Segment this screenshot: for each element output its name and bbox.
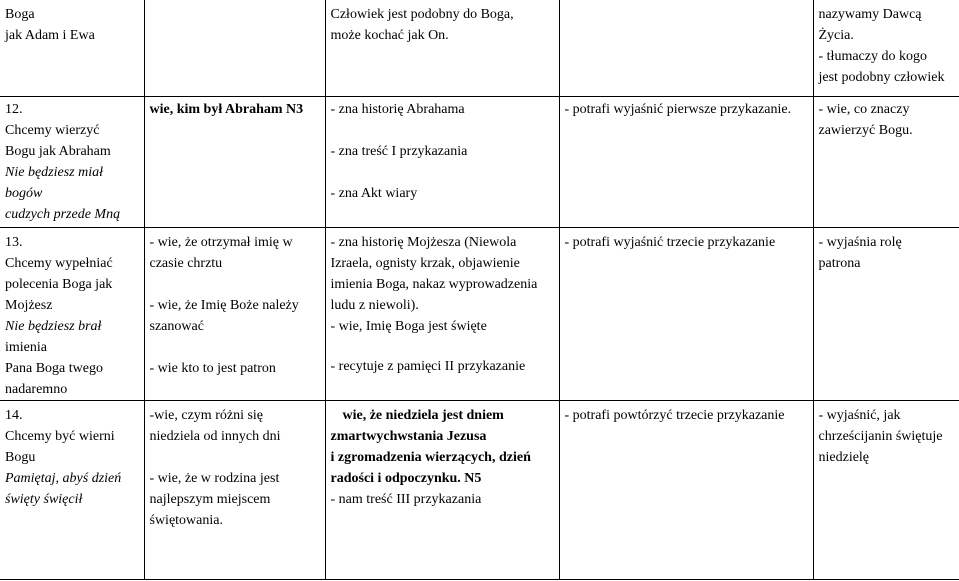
- cell-line: Boga: [5, 7, 35, 22]
- cell-line: wie, kim był Abraham N3: [149, 101, 304, 117]
- cell-line: 14.: [5, 407, 23, 423]
- cell-line: i zgromadzenia wierzących, dzień: [330, 449, 531, 465]
- cell-line: Bogu jak Abraham: [5, 143, 111, 159]
- cell-line: - wie, że w rodzina jest: [149, 470, 280, 486]
- cell-line: zmartwychwstania Jezusa: [330, 428, 487, 444]
- table-row: [0, 227, 959, 400]
- cell-line: - wyjaśnia rolę: [818, 234, 902, 250]
- cell-line: - nam treść III przykazania: [330, 491, 482, 507]
- cell-line: szanować: [149, 318, 204, 334]
- commandment-line: Nie będziesz miał: [5, 164, 103, 180]
- cell-line: - recytuje z pamięci II przykazanie: [330, 358, 526, 374]
- knowledge-cell: [144, 227, 325, 400]
- cell-line: - wie, że otrzymał imię w: [149, 234, 293, 250]
- content-cell: [325, 227, 559, 400]
- attitude-cell: [813, 400, 959, 579]
- cell-line: polecenia Boga jak: [5, 276, 113, 292]
- content-cell: [325, 400, 559, 579]
- topic-cell: [0, 400, 144, 579]
- cell-line: - zna Akt wiary: [330, 185, 418, 201]
- skills-cell: [559, 96, 813, 227]
- cell-line: - zna historię Abrahama: [330, 101, 465, 117]
- cell-line: wie, że niedziela jest dniem: [342, 407, 504, 423]
- cell-line: niedzielę: [818, 449, 870, 465]
- skills-cell: [559, 0, 813, 96]
- cell-line: 12.: [5, 101, 23, 117]
- cell-line: nazywamy Dawcą: [818, 7, 922, 22]
- cell-line: - tłumaczy do kogo: [818, 49, 927, 64]
- cell-line: Bogu: [5, 449, 36, 465]
- cell-line: - potrafi wyjaśnić trzecie przykazanie: [564, 234, 776, 250]
- cell-line: ludu z niewoli).: [330, 297, 419, 313]
- cell-line: niedziela od innych dni: [149, 428, 281, 444]
- topic-cell: [0, 227, 144, 400]
- commandment-line: święty święcił: [5, 491, 83, 507]
- cell-line: jak Adam i Ewa: [5, 28, 95, 43]
- attitude-cell: [813, 227, 959, 400]
- cell-line: - wie, Imię Boga jest święte: [330, 318, 487, 334]
- table-row: [0, 96, 959, 227]
- cell-line: - wie, że Imię Boże należy: [149, 297, 299, 313]
- skills-cell: [559, 227, 813, 400]
- attitude-cell: [813, 0, 959, 96]
- cell-line: - potrafi powtórzyć trzecie przykazanie: [564, 407, 785, 423]
- cell-line: Chcemy wypełniać: [5, 255, 113, 271]
- topic-cell: [0, 96, 144, 227]
- cell-line: jest podobny człowiek: [818, 70, 945, 85]
- cell-line: - wie, co znaczy: [818, 101, 910, 117]
- topic-cell: [0, 0, 144, 96]
- cell-line: Chcemy być wierni: [5, 428, 115, 444]
- cell-line: nadaremno: [5, 381, 68, 397]
- content-cell: [325, 96, 559, 227]
- cell-line: może kochać jak On.: [330, 28, 449, 43]
- commandment-line: Pamiętaj, abyś dzień: [5, 470, 122, 486]
- cell-line: najlepszym miejscem: [149, 491, 271, 507]
- knowledge-cell: [144, 400, 325, 579]
- cell-line: - wie kto to jest patron: [149, 360, 276, 376]
- knowledge-cell: [144, 96, 325, 227]
- commandment-line: cudzych przede Mną: [5, 206, 121, 222]
- cell-line: patrona: [818, 255, 861, 271]
- cell-line: czasie chrztu: [149, 255, 223, 271]
- cell-line: Mojżesz: [5, 297, 53, 313]
- cell-line: -wie, czym różni się: [149, 407, 264, 423]
- cell-line: - zna treść I przykazania: [330, 143, 468, 159]
- cell-line: Życia.: [818, 28, 854, 43]
- skills-cell: [559, 400, 813, 579]
- cell-line: Pana Boga twego: [5, 360, 103, 376]
- cell-line: 13.: [5, 234, 23, 250]
- cell-line: Człowiek jest podobny do Boga,: [330, 7, 514, 22]
- commandment-line: Nie będziesz brał: [5, 318, 102, 334]
- cell-line: - wyjaśnić, jak: [818, 407, 901, 423]
- attitude-cell: [813, 96, 959, 227]
- table-row: [0, 400, 959, 579]
- table-row: [0, 0, 959, 96]
- cell-line: - zna historię Mojżesza (Niewola: [330, 234, 517, 250]
- cell-line: Izraela, ognisty krzak, objawienie: [330, 255, 520, 271]
- cell-line: Chcemy wierzyć: [5, 122, 100, 138]
- cell-line: - potrafi wyjaśnić pierwsze przykazanie.: [564, 101, 792, 117]
- cell-line: imienia: [5, 339, 47, 355]
- commandment-line: bogów: [5, 185, 43, 201]
- cell-line: radości i odpoczynku. N5: [330, 470, 482, 486]
- content-cell: [325, 0, 559, 96]
- cell-line: imienia Boga, nakaz wyprowadzenia: [330, 276, 538, 292]
- cell-line: świętowania.: [149, 512, 223, 528]
- knowledge-cell: [144, 0, 325, 96]
- cell-line: chrześcijanin świętuje: [818, 428, 943, 444]
- cell-line: zawierzyć Bogu.: [818, 122, 913, 138]
